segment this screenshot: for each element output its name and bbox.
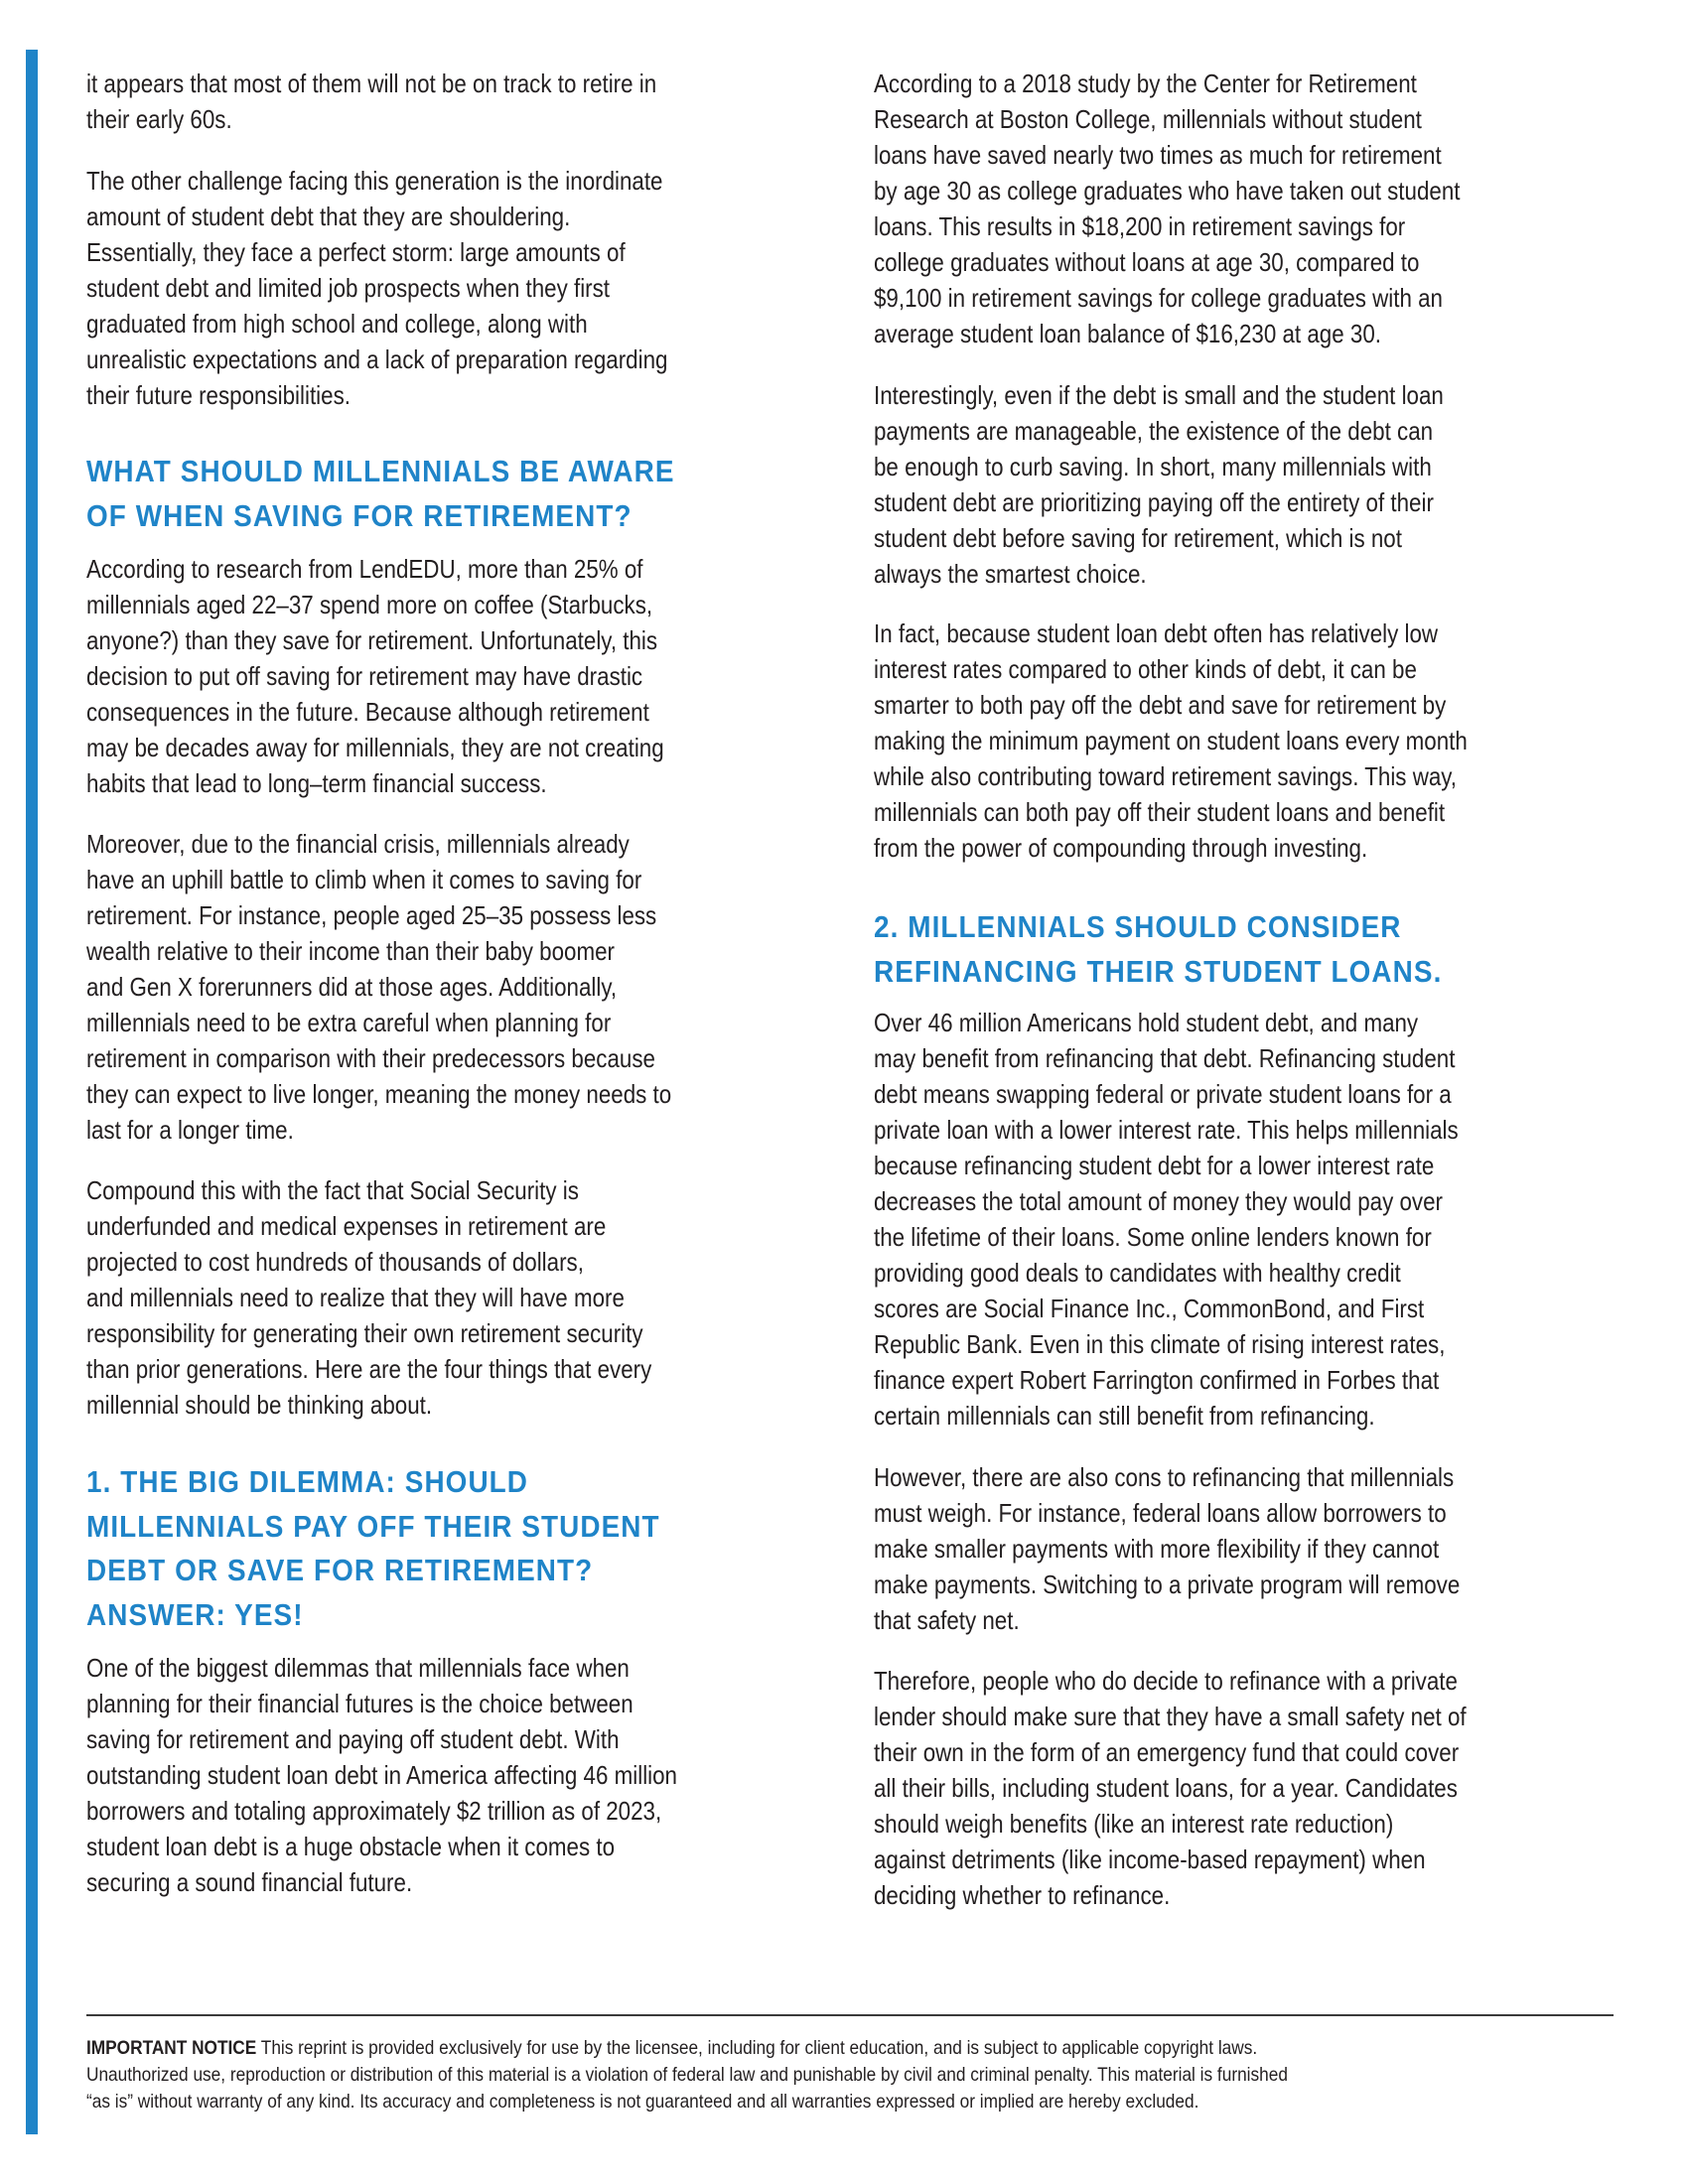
text-line: Over 46 million Americans hold student debt, and many — [874, 1008, 1419, 1037]
heading-line: MILLENNIALS PAY OFF THEIR STUDENT — [86, 1508, 660, 1544]
text-line: planning for their financial futures is the choice between — [86, 1689, 633, 1718]
section-heading — [86, 1460, 901, 1637]
text-line: debt means swapping federal or private student loans for a — [874, 1079, 1452, 1109]
text-line: loans have saved nearly two times as much for retirement — [874, 140, 1442, 170]
text-line: providing good deals to candidates with healthy credit — [874, 1258, 1401, 1288]
text-line: against detriments (like income-based repayment) when — [874, 1844, 1426, 1874]
paragraph — [86, 1172, 901, 1423]
text-line: their early 60s. — [86, 104, 232, 134]
paragraph — [86, 163, 901, 413]
text-line: have an uphill battle to climb when it comes to saving for — [86, 865, 642, 894]
text-line: Compound this with the fact that Social Security is — [86, 1175, 579, 1205]
text-line: may be decades away for millennials, they are not creating — [86, 733, 664, 762]
text-line: amount of student debt that they are shouldering. — [86, 202, 571, 231]
text-line: Research at Boston College, millennials without student — [874, 104, 1422, 134]
text-line: Therefore, people who do decide to refinance with a private — [874, 1666, 1458, 1696]
paragraph — [874, 1005, 1688, 1433]
text-line: According to a 2018 study by the Center for Retirement — [874, 68, 1417, 98]
text-line: payments are manageable, the existence of the debt can — [874, 416, 1434, 446]
text-line: anyone?) than they save for retirement. Unfortunately, this — [86, 625, 658, 655]
text-line: responsibility for generating their own retirement security — [86, 1318, 643, 1348]
heading-line: WHAT SHOULD MILLENNIALS BE AWARE — [86, 454, 675, 488]
text-line: $9,100 in retirement savings for college graduates with an — [874, 283, 1444, 313]
paragraph — [874, 1459, 1688, 1638]
text-line: decreases the total amount of money they would pay over — [874, 1186, 1444, 1216]
text-line: wealth relative to their income than their baby boomer — [86, 936, 615, 966]
text-line: student debt are prioritizing paying off the entirety of their — [874, 487, 1434, 517]
text-line: millennials can both pay off their student loans and benefit — [874, 797, 1446, 827]
text-line: lender should make sure that they have a small safety net of — [874, 1702, 1467, 1731]
text-line: outstanding student loan debt in America affecting 46 million — [86, 1760, 677, 1790]
text-line: However, there are also cons to refinancing that millennials — [874, 1462, 1455, 1492]
text-line: saving for retirement and paying off student debt. With — [86, 1724, 620, 1754]
text-line: interest rates compared to other kinds of debt, it can be — [874, 654, 1417, 684]
text-line: retirement in comparison with their predecessors because — [86, 1043, 655, 1073]
text-line: retirement. For instance, people aged 25–35 possess less — [86, 900, 657, 930]
text-line: millennials need to be extra careful when planning for — [86, 1008, 612, 1037]
notice-text: This reprint is provided exclusively for use by the licensee, including for client education, and is subject to applicable copyright laws. — [256, 2037, 1258, 2059]
text-line: According to research from LendEDU, more than 25% of — [86, 554, 643, 584]
text-line: from the power of compounding through investing. — [874, 833, 1368, 863]
paragraph — [86, 66, 901, 137]
text-line: always the smartest choice. — [874, 559, 1147, 589]
text-line: millennial should be thinking about. — [86, 1390, 433, 1420]
footer-divider — [86, 2014, 1614, 2016]
text-line: must weigh. For instance, federal loans allow borrowers to — [874, 1498, 1447, 1528]
text-line: Essentially, they face a perfect storm: large amounts of — [86, 237, 626, 267]
notice-line — [86, 2035, 1458, 2062]
text-line: the lifetime of their loans. Some online lenders known for — [874, 1222, 1432, 1252]
text-line: Moreover, due to the financial crisis, millennials already — [86, 829, 630, 859]
accent-bar — [26, 50, 38, 2134]
paragraph — [86, 1650, 901, 1900]
text-line: and Gen X forerunners did at those ages. Additionally, — [86, 972, 618, 1002]
text-line: Republic Bank. Even in this climate of rising interest rates, — [874, 1329, 1446, 1359]
text-line: finance expert Robert Farrington confirmed in Forbes that — [874, 1365, 1440, 1395]
text-line: student loan debt is a huge obstacle when it comes to — [86, 1832, 616, 1861]
text-line: In fact, because student loan debt often has relatively low — [874, 618, 1439, 648]
notice-label: IMPORTANT NOTICE — [86, 2037, 257, 2059]
text-line: because refinancing student debt for a lower interest rate — [874, 1151, 1435, 1180]
heading-line: ANSWER: YES! — [86, 1596, 304, 1632]
important-notice — [86, 2035, 1635, 2116]
text-line: that safety net. — [874, 1605, 1020, 1635]
text-line: scores are Social Finance Inc., CommonBond, and First — [874, 1294, 1425, 1323]
text-line: by age 30 as college graduates who have taken out student — [874, 176, 1461, 205]
section-heading — [874, 905, 1688, 994]
paragraph — [874, 615, 1688, 866]
notice-line: Unauthorized use, reproduction or distribution of this material is a violation of federal law and punishable by civil and criminal penalty. This material is furnished — [86, 2064, 1288, 2086]
text-line: consequences in the future. Because although retirement — [86, 697, 649, 727]
text-line: loans. This results in $18,200 in retirement savings for — [874, 211, 1406, 241]
text-line: borrowers and totaling approximately $2 trillion as of 2023, — [86, 1796, 662, 1826]
section-heading — [86, 450, 901, 538]
text-line: smarter to both pay off the debt and save for retirement by — [874, 690, 1447, 720]
text-line: make payments. Switching to a private program will remove — [874, 1570, 1461, 1599]
notice-line: “as is” without warranty of any kind. Its accuracy and completeness is not guaranteed and all warranties expressed or implied are hereby excluded. — [86, 2091, 1199, 2113]
text-line: unrealistic expectations and a lack of preparation regarding — [86, 344, 668, 374]
paragraph — [874, 377, 1688, 592]
paragraph — [874, 66, 1688, 351]
heading-line: DEBT OR SAVE FOR RETIREMENT? — [86, 1553, 594, 1587]
text-line: millennials aged 22–37 spend more on coffee (Starbucks, — [86, 590, 653, 619]
text-line: The other challenge facing this generation is the inordinate — [86, 166, 663, 196]
heading-line: 1. THE BIG DILEMMA: SHOULD — [86, 1464, 529, 1499]
text-line: making the minimum payment on student loans every month — [874, 726, 1468, 755]
text-line: make smaller payments with more flexibility if they cannot — [874, 1534, 1440, 1564]
text-line: their own in the form of an emergency fund that could cover — [874, 1737, 1460, 1767]
text-line: average student loan balance of $16,230 at age 30. — [874, 319, 1381, 348]
text-line: it appears that most of them will not be on track to retire in — [86, 68, 657, 98]
text-line: private loan with a lower interest rate. This helps millennials — [874, 1115, 1459, 1145]
heading-line: 2. MILLENNIALS SHOULD CONSIDER — [874, 909, 1402, 944]
text-line: than prior generations. Here are the four things that every — [86, 1354, 652, 1384]
paragraph — [86, 551, 901, 801]
text-line: and millennials need to realize that they will have more — [86, 1283, 625, 1312]
text-line: their future responsibilities. — [86, 380, 351, 410]
text-line: Interestingly, even if the debt is small and the student loan — [874, 380, 1444, 410]
heading-line: REFINANCING THEIR STUDENT LOANS. — [874, 953, 1443, 989]
text-line: while also contributing toward retirement savings. This way, — [874, 761, 1458, 791]
heading-line: OF WHEN SAVING FOR RETIREMENT? — [86, 497, 633, 533]
text-line: should weigh benefits (like an interest rate reduction) — [874, 1809, 1394, 1839]
paragraph — [874, 1663, 1688, 1913]
text-line: projected to cost hundreds of thousands of dollars, — [86, 1247, 584, 1277]
text-line: student debt and limited job prospects when they first — [86, 273, 611, 303]
text-line: habits that lead to long–term financial success. — [86, 768, 547, 798]
text-line: One of the biggest dilemmas that millennials face when — [86, 1653, 630, 1683]
text-line: student debt before saving for retirement, which is not — [874, 523, 1402, 553]
text-line: graduated from high school and college, along with — [86, 309, 588, 339]
text-line: deciding whether to refinance. — [874, 1880, 1171, 1910]
paragraph — [86, 826, 901, 1148]
text-line: certain millennials can still benefit from refinancing. — [874, 1401, 1375, 1431]
text-line: decision to put off saving for retirement may have drastic — [86, 661, 643, 691]
text-line: college graduates without loans at age 30, compared to — [874, 247, 1420, 277]
text-line: securing a sound financial future. — [86, 1867, 413, 1897]
text-line: they can expect to live longer, meaning the money needs to — [86, 1079, 672, 1109]
text-line: underfunded and medical expenses in retirement are — [86, 1211, 607, 1241]
text-line: be enough to curb saving. In short, many millennials with — [874, 452, 1432, 481]
text-line: all their bills, including student loans, for a year. Candidates — [874, 1773, 1458, 1803]
text-line: last for a longer time. — [86, 1115, 294, 1145]
text-line: may benefit from refinancing that debt. Refinancing student — [874, 1043, 1456, 1073]
